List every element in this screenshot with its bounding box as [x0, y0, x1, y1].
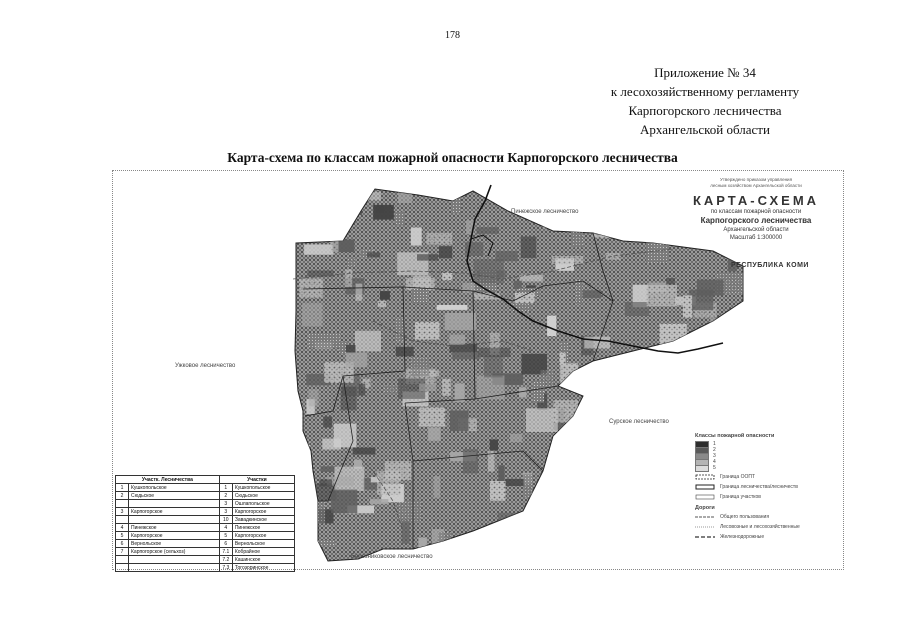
legend-road-forest-label: Лесовозные и лесохозяйственные: [720, 524, 800, 530]
table-cell-forestry: Вернольское: [129, 540, 220, 548]
table-header-forestry: Участк. Лесничества: [116, 476, 220, 484]
table-cell-unit: Завадкинское: [232, 516, 294, 524]
map-subtitle: по классам пожарной опасности: [710, 209, 802, 215]
map-scale: Масштаб 1:300000: [729, 235, 783, 241]
legend-road-forest: [695, 523, 835, 531]
table-cell-unit: Карпогорское: [232, 508, 294, 516]
label-east: Сурское лесничество: [609, 419, 669, 425]
table-cell-unit-num: 5: [219, 532, 232, 540]
table-cell-forestry-num: 3: [116, 508, 129, 516]
table-row: [116, 492, 295, 500]
legend-boundary-forestry-label: Граница лесничества/лесничеств: [720, 484, 798, 490]
map-header: [681, 177, 831, 242]
table-row: [116, 524, 295, 532]
map-region: Архангельской области: [723, 227, 789, 233]
legend-class-label: 1: [713, 441, 716, 447]
legend-class-5: [695, 465, 835, 471]
table-row: [116, 548, 295, 556]
map-forestry-name: Карпогорского лесничества: [700, 216, 812, 225]
table-header-units: Участки: [219, 476, 294, 484]
table-cell-forestry-num: [116, 556, 129, 564]
appendix-line-1: Приложение № 34: [654, 65, 756, 80]
table-cell-unit-num: 3: [219, 508, 232, 516]
map-note-2: лесным хозяйством Архангельской области: [710, 183, 802, 188]
forestry-units-table: [115, 475, 295, 572]
legend-roads-title: Дороги: [695, 505, 715, 511]
appendix-line-2: к лесохозяйственному регламенту: [610, 84, 800, 99]
map-big-title: КАРТА-СХЕМА: [692, 193, 820, 208]
map-legend: [695, 433, 835, 541]
legend-classes: [695, 441, 835, 471]
table-cell-forestry-num: 6: [116, 540, 129, 548]
table-cell-unit-num: 6: [219, 540, 232, 548]
legend-class-label: 2: [713, 447, 716, 453]
page-number: 178: [445, 30, 460, 41]
legend-road-public-label: Общего пользования: [720, 514, 770, 520]
table-cell-forestry-num: [116, 564, 129, 572]
table-cell-forestry-num: [116, 516, 129, 524]
table-row: [116, 532, 295, 540]
legend-boundary-oopt: [695, 473, 835, 481]
legend-boundary-forestry: [695, 483, 835, 491]
table-cell-unit-num: 7.2: [219, 556, 232, 564]
table-cell-forestry: Кушкопольское: [129, 484, 220, 492]
table-cell-forestry: Карпогорское: [129, 532, 220, 540]
table-cell-forestry: [129, 556, 220, 564]
legend-class-label: 3: [713, 453, 716, 459]
legend-class-label: 5: [713, 465, 716, 471]
table-cell-forestry-num: [116, 500, 129, 508]
legend-boundary-units-label: Граница участков: [720, 494, 761, 500]
legend-boundary-units: [695, 493, 835, 501]
legend-class-label: 4: [713, 459, 716, 465]
table-row: [116, 516, 295, 524]
table-cell-forestry: [129, 500, 220, 508]
label-west: Ужковое лесничество: [175, 363, 236, 369]
table-cell-unit-num: 7.3: [219, 564, 232, 572]
table-cell-unit-num: 3: [219, 500, 232, 508]
table-cell-forestry: Пинежское: [129, 524, 220, 532]
table-row: [116, 500, 295, 508]
table-cell-forestry-num: 2: [116, 492, 129, 500]
table-cell-unit: Сюдьское: [232, 492, 294, 500]
table-cell-unit-num: 2: [219, 492, 232, 500]
map-note-1: Утверждено приказом управления: [719, 177, 793, 182]
map-frame: [112, 170, 844, 570]
table-cell-unit: Карпогорское: [232, 532, 294, 540]
table-cell-unit: Вернольское: [232, 540, 294, 548]
table-cell-forestry-num: 7: [116, 548, 129, 556]
table-cell-forestry-num: 1: [116, 484, 129, 492]
table-row: [116, 540, 295, 548]
table-cell-unit: Кобрайное: [232, 548, 294, 556]
legend-boundary-oopt-label: Граница ООПТ: [720, 474, 756, 480]
label-komi: РЕСПУБЛИКА КОМИ: [731, 262, 809, 269]
table-cell-forestry-num: 5: [116, 532, 129, 540]
document-title: Карта-схема по классам пожарной опасности Карпогорского лесничества: [227, 150, 678, 165]
table-cell-unit-num: 10: [219, 516, 232, 524]
table-cell-forestry: [129, 516, 220, 524]
table-row: [116, 484, 295, 492]
table-row: [116, 564, 295, 572]
table-cell-unit: Кашинское: [232, 556, 294, 564]
table-cell-forestry: Сюдьское: [129, 492, 220, 500]
appendix-line-3: Карпогорского лесничества: [628, 103, 782, 118]
label-south: Березниковское лесничество: [351, 554, 433, 560]
legend-road-public: [695, 513, 835, 521]
legend-road-rail-label: Железнодорожные: [720, 534, 765, 540]
table-cell-unit: Кушкопольское: [232, 484, 294, 492]
table-cell-forestry: Карпогорское (сельхоз): [129, 548, 220, 556]
legend-road-rail: [695, 533, 835, 541]
table-cell-forestry: Карпогорское: [129, 508, 220, 516]
appendix-line-4: Архангельской области: [640, 122, 770, 137]
table-cell-unit-num: 4: [219, 524, 232, 532]
table-cell-unit: Ошлапольское: [232, 500, 294, 508]
legend-swatch: [695, 465, 709, 472]
table-cell-forestry-num: 4: [116, 524, 129, 532]
legend-title: Классы пожарной опасности: [695, 433, 775, 439]
appendix-caption: [575, 63, 835, 139]
table-row: [116, 508, 295, 516]
label-north: Пинежское лесничество: [511, 209, 579, 215]
table-cell-forestry: [129, 564, 220, 572]
table-cell-unit-num: 7.1: [219, 548, 232, 556]
forestry-units-table-box: [115, 475, 295, 571]
table-row: [116, 556, 295, 564]
table-cell-unit: Тогозоринское: [232, 564, 294, 572]
table-cell-unit-num: 1: [219, 484, 232, 492]
table-cell-unit: Пинежское: [232, 524, 294, 532]
